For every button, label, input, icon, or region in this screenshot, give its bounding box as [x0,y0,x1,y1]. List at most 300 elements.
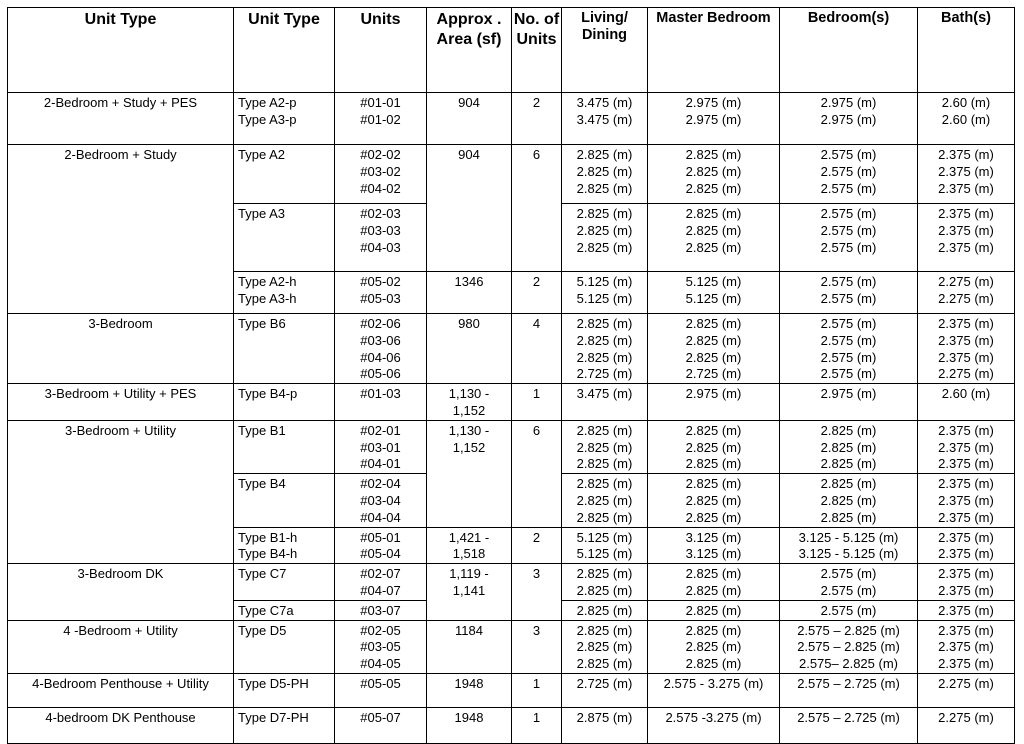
baths-cell-line: 2.375 (m) [938,456,994,472]
bedrooms-cell-line: 2.575 (m) [820,147,877,162]
baths-cell-line: 2.375 (m) [938,332,994,348]
bedrooms-cell-line: 2.825 (m) [820,456,877,472]
area-cell [427,384,512,421]
living-dining-cell [562,420,648,473]
living-dining-cell-line: 3.475 (m) [576,95,633,110]
unit-numbers-cell-line: #03-04 [360,492,401,508]
bedrooms-cell-line: 2.575 (m) [820,366,877,382]
unit-numbers-cell [335,384,427,421]
baths-cell [918,620,1015,673]
master-bedroom-cell-line: 2.825 (m) [685,239,742,255]
baths-cell-line: 2.275 (m) [938,274,994,289]
baths-cell-line: 2.375 (m) [938,622,994,638]
unit-numbers-cell-line: #02-01 [360,422,401,438]
living-dining-cell-line: 2.825 (m) [576,456,633,472]
unit-category-cell [8,620,234,673]
area-cell [427,93,512,145]
unit-count-cell-line: 4 [532,316,541,331]
bedrooms-cell [780,564,918,601]
unit-numbers-cell-line: #05-04 [360,546,401,562]
unit-count-cell-line: 2 [532,95,541,110]
living-dining-cell-line: 2.825 (m) [576,147,633,162]
col-header-count: No. of Units [512,8,562,93]
bedrooms-cell-line: 2.575 (m) [820,332,877,348]
unit-count-cell-line: 1 [532,709,541,725]
unit-count-cell [512,145,562,272]
master-bedroom-cell [648,145,780,204]
area-cell-line: 1,141 [452,582,486,598]
master-bedroom-cell-line: 2.725 (m) [685,366,742,382]
bedrooms-cell [780,527,918,564]
area-cell [427,673,512,707]
bedrooms-cell-line: 2.975 (m) [820,95,877,110]
living-dining-cell [562,527,648,564]
living-dining-cell [562,474,648,527]
baths-cell [918,314,1015,384]
living-dining-cell [562,673,648,707]
col-header-units: Units [335,8,427,93]
bedrooms-cell-line: 3.125 - 5.125 (m) [798,546,899,562]
baths-cell [918,384,1015,421]
living-dining-cell-line: 2.825 (m) [576,622,633,638]
area-cell-line: 904 [458,147,480,162]
bedrooms-cell [780,474,918,527]
master-bedroom-cell [648,384,780,421]
baths-cell [918,204,1015,272]
unit-type-cell-line: Type B1 [238,422,286,438]
living-dining-cell-line: 2.825 (m) [576,582,633,598]
bedrooms-cell-line: 2.825 (m) [820,476,877,492]
area-cell-line: 1,152 [452,402,486,418]
living-dining-cell [562,93,648,145]
master-bedroom-cell-line: 2.825 (m) [685,349,742,365]
unit-numbers-cell-line: #04-06 [360,349,401,365]
master-bedroom-cell [648,600,780,620]
unit-numbers-cell [335,145,427,204]
baths-cell-line: 2.375 (m) [938,147,994,162]
living-dining-cell-line: 2.825 (m) [576,656,633,672]
unit-numbers-cell-line: #01-03 [360,386,401,402]
area-cell [427,314,512,384]
unit-count-cell [512,420,562,527]
baths-cell-line: 2.375 (m) [938,222,994,238]
unit-numbers-cell-line: #05-02 [360,274,401,289]
bedrooms-cell-line: 2.575 (m) [820,163,877,179]
living-dining-cell [562,620,648,673]
table-row [8,707,1015,743]
baths-cell-line: 2.275 (m) [938,709,994,725]
unit-count-cell [512,93,562,145]
unit-numbers-cell-line: #04-02 [360,180,401,196]
area-cell [427,620,512,673]
unit-numbers-cell-line: #04-04 [360,509,401,525]
living-dining-cell-line: 2.825 (m) [576,163,633,179]
unit-numbers-cell-line: #02-04 [360,476,401,492]
baths-cell [918,272,1015,314]
baths-cell-line: 2.375 (m) [938,180,994,196]
bedrooms-cell-line: 2.825 (m) [820,509,877,525]
area-cell-line: 1184 [455,622,483,638]
master-bedroom-cell-line: 2.825 (m) [685,509,742,525]
unit-numbers-cell-line: #02-03 [360,206,401,221]
master-bedroom-cell-line: 2.825 (m) [685,422,742,438]
master-bedroom-cell-line: 2.825 (m) [685,476,742,492]
unit-type-cell [234,204,335,272]
baths-cell-line: 2.375 (m) [938,163,994,179]
master-bedroom-cell-line: 2.825 (m) [685,639,742,655]
col-header-type: Unit Type [234,8,335,93]
table-row [8,420,1015,473]
table-row [8,564,1015,601]
area-cell-line: 1,152 [452,439,486,455]
bedrooms-cell-line: 2.575 (m) [820,206,877,221]
baths-cell [918,527,1015,564]
unit-type-cell-line: Type D5-PH [238,675,309,691]
baths-cell-line: 2.375 (m) [938,639,994,655]
master-bedroom-cell-line: 3.125 (m) [685,546,742,562]
bedrooms-cell-line: 2.825 (m) [820,422,877,438]
unit-category-cell [8,420,234,563]
master-bedroom-cell-line: 2.575 - 3.275 (m) [663,675,764,691]
bedrooms-cell-line: 2.575 (m) [820,274,877,289]
unit-numbers-cell [335,564,427,601]
bedrooms-cell-line: 2.575 (m) [820,349,877,365]
baths-cell [918,93,1015,145]
area-cell-line: 1,518 [452,546,486,562]
master-bedroom-cell-line: 3.125 (m) [685,529,742,545]
master-bedroom-cell-line: 2.825 (m) [685,602,742,618]
master-bedroom-cell-line: 2.825 (m) [685,582,742,598]
table-row [8,314,1015,384]
bedrooms-cell [780,204,918,272]
unit-numbers-cell-line: #05-07 [360,709,401,725]
unit-type-cell-line: Type D5 [238,622,287,638]
unit-count-cell-line: 2 [532,274,541,289]
unit-type-cell [234,93,335,145]
table-row [8,93,1015,145]
master-bedroom-cell-line: 2.825 (m) [685,622,742,638]
baths-cell-line: 2.275 (m) [938,675,994,691]
unit-category-cell-line: 2-Bedroom + Study + PES [43,95,198,110]
living-dining-cell-line: 2.825 (m) [576,422,633,438]
unit-type-cell-line: Type B1-h [238,529,298,545]
baths-cell [918,564,1015,601]
master-bedroom-cell-line: 2.975 (m) [685,111,742,127]
area-cell [427,420,512,527]
living-dining-cell-line: 2.875 (m) [576,709,633,725]
unit-numbers-cell-line: #04-01 [360,456,401,472]
unit-numbers-cell-line: #05-01 [360,529,401,545]
unit-type-cell [234,707,335,743]
baths-cell-line: 2.275 (m) [938,290,994,306]
baths-cell [918,420,1015,473]
area-cell [427,145,512,272]
unit-numbers-cell-line: #05-05 [360,675,401,691]
bedrooms-cell-line: 2.575 (m) [820,290,877,306]
area-cell-line: 980 [458,316,480,331]
living-dining-cell-line: 5.125 (m) [576,546,633,562]
unit-category-cell [8,673,234,707]
living-dining-cell [562,204,648,272]
unit-numbers-cell-line: #02-06 [360,316,401,331]
unit-category-cell [8,145,234,314]
master-bedroom-cell-line: 2.825 (m) [685,492,742,508]
bedrooms-cell [780,600,918,620]
unit-numbers-cell-line: #03-06 [360,332,401,348]
baths-cell-line: 2.375 (m) [938,239,994,255]
unit-category-cell [8,314,234,384]
area-cell-line: 904 [458,95,480,110]
baths-cell-line: 2.375 (m) [938,509,994,525]
unit-numbers-cell [335,600,427,620]
unit-category-cell-line: 3-Bedroom DK [77,566,164,582]
baths-cell-line: 2.375 (m) [938,422,994,438]
unit-count-cell-line: 2 [532,529,541,545]
bedrooms-cell-line: 2.975 (m) [820,111,877,127]
master-bedroom-cell-line: 5.125 (m) [685,290,742,306]
living-dining-cell [562,384,648,421]
col-header-baths: Bath(s) [918,8,1015,93]
area-cell [427,564,512,620]
unit-count-cell [512,620,562,673]
table-row [8,145,1015,204]
master-bedroom-cell-line: 2.975 (m) [685,386,742,402]
bedrooms-cell-line: 2.575 (m) [820,239,877,255]
area-cell-line: 1948 [454,709,484,725]
master-bedroom-cell [648,527,780,564]
living-dining-cell [562,272,648,314]
area-cell-line: 1,119 - [449,566,489,582]
living-dining-cell-line: 2.825 (m) [576,476,633,492]
unit-category-cell-line: 3-Bedroom + Utility + PES [44,386,197,402]
unit-count-cell [512,673,562,707]
living-dining-cell-line: 2.825 (m) [576,439,633,455]
unit-count-cell-line: 1 [532,675,541,691]
unit-type-cell [234,314,335,384]
bedrooms-cell-line: 2.575 (m) [820,222,877,238]
living-dining-cell-line: 2.725 (m) [576,675,633,691]
unit-count-cell-line: 3 [532,566,541,582]
unit-numbers-cell [335,673,427,707]
unit-type-cell [234,600,335,620]
unit-numbers-cell-line: #02-05 [360,622,401,638]
bedrooms-cell-line: 2.575 (m) [820,316,877,331]
unit-type-cell [234,384,335,421]
unit-type-cell [234,474,335,527]
col-header-area: Approx . Area (sf) [427,8,512,93]
unit-numbers-cell-line: #03-07 [360,602,401,618]
master-bedroom-cell-line: 2.825 (m) [685,566,742,582]
header-row [8,8,1015,93]
living-dining-cell-line: 5.125 (m) [576,529,633,545]
bedrooms-cell [780,145,918,204]
baths-cell [918,707,1015,743]
area-cell-line: 1,421 - [448,529,490,545]
master-bedroom-cell-line: 2.825 (m) [685,180,742,196]
master-bedroom-cell [648,474,780,527]
bedrooms-cell [780,93,918,145]
bedrooms-cell-line: 2.575 (m) [820,566,877,582]
living-dining-cell-line: 2.825 (m) [576,639,633,655]
unit-numbers-cell [335,204,427,272]
unit-numbers-cell-line: #01-01 [360,95,401,110]
bedrooms-cell-line: 2.575 – 2.725 (m) [797,675,900,691]
bedrooms-cell-line: 2.575 (m) [820,602,877,618]
baths-cell-line: 2.60 (m) [941,95,991,110]
baths-cell-line: 2.375 (m) [938,546,994,562]
unit-category-cell [8,564,234,620]
unit-numbers-cell [335,474,427,527]
baths-cell-line: 2.375 (m) [938,529,994,545]
living-dining-cell-line: 2.825 (m) [576,239,633,255]
master-bedroom-cell [648,620,780,673]
unit-numbers-cell-line: #04-05 [360,656,401,672]
master-bedroom-cell-line: 2.575 -3.275 (m) [665,709,762,725]
area-cell [427,527,512,564]
master-bedroom-cell [648,314,780,384]
bedrooms-cell-line: 2.575 – 2.825 (m) [797,622,900,638]
baths-cell [918,673,1015,707]
unit-numbers-cell [335,527,427,564]
table-row [8,673,1015,707]
master-bedroom-cell-line: 2.825 (m) [685,439,742,455]
living-dining-cell-line: 3.475 (m) [576,386,633,402]
unit-numbers-cell-line: #05-06 [360,366,401,382]
unit-count-cell-line: 3 [532,622,541,638]
unit-numbers-cell-line: #03-02 [360,163,401,179]
master-bedroom-cell-line: 2.825 (m) [685,147,742,162]
bedrooms-cell [780,620,918,673]
bedrooms-cell-line: 2.575 (m) [820,180,877,196]
living-dining-cell-line: 2.825 (m) [576,492,633,508]
unit-numbers-cell-line: #03-01 [360,439,401,455]
baths-cell-line: 2.375 (m) [938,492,994,508]
living-dining-cell-line: 2.825 (m) [576,509,633,525]
baths-cell-line: 2.275 (m) [938,366,994,382]
unit-numbers-cell [335,620,427,673]
area-cell-line: 1,130 - [448,422,490,438]
unit-type-cell-line: Type A2-h [238,274,297,289]
unit-count-cell [512,314,562,384]
unit-numbers-cell [335,314,427,384]
baths-cell-line: 2.60 (m) [941,111,991,127]
area-cell-line: 1948 [454,675,484,691]
unit-numbers-cell [335,707,427,743]
unit-type-cell [234,420,335,473]
unit-numbers-cell [335,272,427,314]
area-cell [427,707,512,743]
bedrooms-cell [780,314,918,384]
master-bedroom-cell-line: 2.825 (m) [685,222,742,238]
unit-type-cell-line: Type C7a [238,602,294,618]
unit-count-cell [512,564,562,620]
unit-category-cell [8,93,234,145]
baths-cell-line: 2.375 (m) [938,439,994,455]
master-bedroom-cell-line: 2.975 (m) [685,95,742,110]
unit-type-cell-line: Type A3 [238,206,285,221]
unit-category-cell-line: 4 -Bedroom + Utility [63,622,178,638]
living-dining-cell-line: 2.825 (m) [576,602,633,618]
unit-type-cell [234,564,335,601]
unit-count-cell-line: 1 [532,386,541,402]
unit-type-cell-line: Type A3-h [238,290,297,306]
bedrooms-cell-line: 2.575– 2.825 (m) [798,656,898,672]
master-bedroom-cell-line: 2.825 (m) [685,206,742,221]
unit-category-cell [8,707,234,743]
master-bedroom-cell [648,673,780,707]
bedrooms-cell [780,673,918,707]
unit-count-cell-line: 6 [532,147,541,162]
master-bedroom-cell [648,204,780,272]
master-bedroom-cell [648,420,780,473]
unit-numbers-cell-line: #03-05 [360,639,401,655]
living-dining-cell-line: 2.825 (m) [576,316,633,331]
unit-type-cell-line: Type A3-p [238,111,297,127]
master-bedroom-cell [648,93,780,145]
master-bedroom-cell-line: 2.825 (m) [685,456,742,472]
living-dining-cell [562,145,648,204]
unit-spec-table [7,7,1015,744]
bedrooms-cell-line: 2.575 (m) [820,582,877,598]
unit-type-cell [234,673,335,707]
bedrooms-cell [780,384,918,421]
col-header-bedrooms: Bedroom(s) [780,8,918,93]
master-bedroom-cell-line: 2.825 (m) [685,656,742,672]
unit-numbers-cell-line: #03-03 [360,222,401,238]
unit-type-cell [234,620,335,673]
baths-cell-line: 2.375 (m) [938,206,994,221]
col-header-category: Unit Type [8,8,234,93]
master-bedroom-cell [648,564,780,601]
baths-cell-line: 2.375 (m) [938,476,994,492]
unit-category-cell-line: 4-Bedroom Penthouse + Utility [32,675,209,691]
bedrooms-cell-line: 2.975 (m) [820,386,877,402]
baths-cell-line: 2.375 (m) [938,582,994,598]
living-dining-cell [562,600,648,620]
baths-cell [918,474,1015,527]
living-dining-cell [562,314,648,384]
unit-category-cell-line: 3-Bedroom [88,316,153,331]
unit-category-cell-line: 3-Bedroom + Utility [65,422,176,438]
master-bedroom-cell-line: 5.125 (m) [685,274,742,289]
unit-numbers-cell-line: #04-07 [360,582,401,598]
unit-count-cell [512,707,562,743]
master-bedroom-cell-line: 2.825 (m) [685,163,742,179]
bedrooms-cell [780,707,918,743]
baths-cell-line: 2.375 (m) [938,566,994,582]
living-dining-cell-line: 2.825 (m) [576,222,633,238]
unit-numbers-cell [335,93,427,145]
unit-type-cell-line: Type C7 [238,566,287,582]
unit-category-cell-line: 4-bedroom DK Penthouse [45,709,196,725]
unit-type-cell-line: Type A2-p [238,95,297,110]
unit-count-cell [512,384,562,421]
col-header-master: Master Bedroom [648,8,780,93]
master-bedroom-cell-line: 2.825 (m) [685,332,742,348]
unit-type-cell-line: Type B4 [238,476,286,492]
table-row [8,620,1015,673]
unit-type-cell-line: Type D7-PH [238,709,309,725]
baths-cell-line: 2.375 (m) [938,316,994,331]
unit-numbers-cell-line: #01-02 [360,111,401,127]
master-bedroom-cell-line: 2.825 (m) [685,316,742,331]
area-cell-line: 1346 [454,274,484,289]
unit-type-cell-line: Type B6 [238,316,286,331]
bedrooms-cell [780,420,918,473]
living-dining-cell-line: 5.125 (m) [576,290,633,306]
unit-category-cell-line: 2-Bedroom + Study [64,147,177,162]
bedrooms-cell-line: 2.825 (m) [820,492,877,508]
